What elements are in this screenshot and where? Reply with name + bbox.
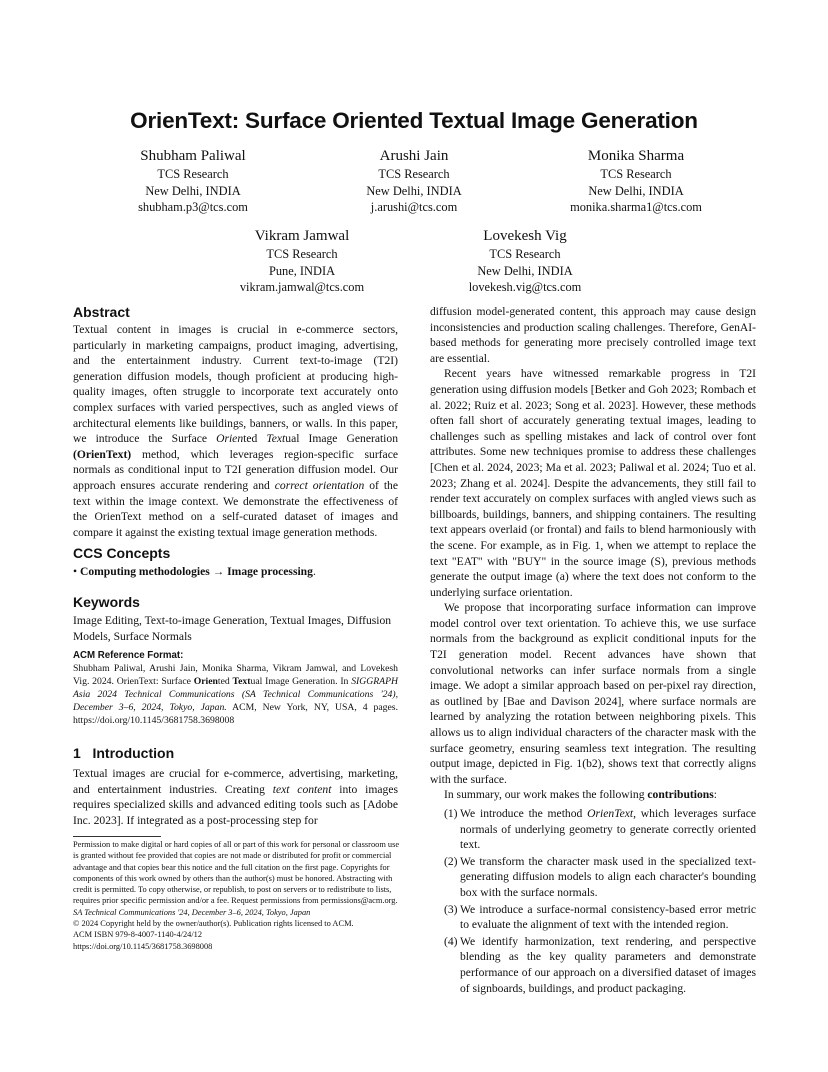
intro-paragraph: Textual images are crucial for e-commerce, advertising, marketing, and entertainment industries. Creating text content into images requires specialized skills and advanced editing tools such as [Adobe Inc. 2023]. If integrated as a post-processing step for: [73, 767, 398, 827]
author-name: Monika Sharma: [587, 148, 685, 164]
author-affiliation: TCS Research: [600, 167, 672, 181]
doi-link[interactable]: https://doi.org/10.1145/3681758.3698008: [73, 941, 213, 951]
author-email[interactable]: j.arushi@tcs.com: [370, 200, 458, 215]
author-affiliation: TCS Research: [378, 167, 450, 181]
author-email[interactable]: shubham.p3@tcs.com: [138, 200, 248, 215]
list-item: (1) We introduce the method OrienText, which leverages surface normals of underlying geometry to generate correctly oriented text.: [444, 807, 756, 852]
footnote-rule: [73, 836, 161, 837]
paper-title: OrienText: Surface Oriented Textual Image Generation: [130, 108, 698, 133]
author-block: [516, 147, 756, 216]
keywords-text: Image Editing, Text-to-image Generation, Textual Images, Diffusion Models, Surface Normals: [73, 614, 392, 643]
acm-reference: ACM Reference Format: Shubham Paliwal, Arushi Jain, Monika Sharma, Vikram Jamwal, and Lovekesh Vig. 2024. OrienText: Surface Oriented Textual Image Generation. In SIGGRAPH Asia 2024 Technical Communications (SA Technical Communications '24), December 3–6, 2024, Tokyo, Japan. ACM, New York, NY, USA, 4 pages. https://doi.org/10.1145/3681758.3698008: [73, 650, 398, 726]
author-affiliation: TCS Research: [266, 247, 338, 261]
author-name: Vikram Jamwal: [254, 228, 350, 244]
author-location: New Delhi, INDIA: [145, 183, 241, 198]
author-affiliation: TCS Research: [489, 247, 561, 261]
paragraph: We propose that incorporating surface information can improve model control over text orientation. To achieve this, we use surface normals from the background as explicit conditional inputs for the T2I generation model. Recent advances have shown that convolutional networks can infer surface normals from a single image. We adopt a similar approach based on per-pixel ray direction, as outlined by [Bae and Davison 2024], where surface normals are learned by analyzing the rotation between neighboring pixels. This allows us to align individual characters of the character mask with the surface geometry, ensuring seamless text integration. The resulting output image, depicted in Fig. 1(b2), shows text that correctly aligns with the surface.: [430, 601, 756, 786]
author-name: Lovekesh Vig: [483, 228, 567, 244]
author-name: Arushi Jain: [379, 148, 449, 164]
acm-reference-heading: ACM Reference Format:: [73, 650, 184, 661]
ccs-heading: CCS Concepts: [73, 545, 171, 561]
author-location: Pune, INDIA: [268, 263, 336, 278]
author-block: [182, 227, 422, 296]
intro-heading: 1 Introduction: [73, 745, 175, 761]
contributions-list: [430, 806, 756, 996]
abstract-text: Textual content in images is crucial in e-commerce sectors, particularly in marketing campaigns, product imaging, advertising, and the entertainment industry. Current text-to-image (T2I) generation diffusion models, though proficient at producing high-quality images, often struggle to incorporate text accurately onto complex surfaces with varied perspectives, such as angled views of architectural elements like buildings, banners, or walls. In this paper, we introduce the Surface Oriented Textual Image Generation (OrienText) method, which leverages region-specific surface normals as conditional input to T2I generation diffusion model. Our approach ensures accurate rendering and correct orientation of the text within the image context. We demonstrate the effectiveness of the OrienText method on a self-curated dataset of images and compare it against the existing textual image generation methods.: [73, 323, 399, 539]
paragraph: diffusion model-generated content, this approach may cause design inconsistencies and production scaling challenges. Therefore, GenAI-based methods for generating more precisely controlled image text are essential.: [430, 305, 756, 365]
author-location: New Delhi, INDIA: [588, 183, 684, 198]
author-email[interactable]: monika.sharma1@tcs.com: [570, 200, 702, 215]
author-name: Shubham Paliwal: [140, 148, 246, 164]
list-item: (4) We identify harmonization, text rendering, and perspective blending as the key quality parameters and demonstrate performance of our approach on a diversified dataset of images of signboards, buildings, and product packaging.: [444, 934, 756, 995]
author-affiliation: TCS Research: [157, 167, 229, 181]
paragraph: In summary, our work makes the following contributions:: [444, 788, 717, 802]
author-location: New Delhi, INDIA: [477, 263, 573, 278]
author-email[interactable]: lovekesh.vig@tcs.com: [468, 280, 582, 295]
list-item: (2) We transform the character mask used in the specialized text-generating diffusion models to align each character's bounding box with the surface normals.: [444, 854, 756, 899]
permission-footnote: Permission to make digital or hard copies of all or part of this work for personal or classroom use is granted without fee provided that copies are not made or distributed for profit or commercial advantage and that copies bear this notice and the full citation on the first page. Copyrights for components of this work owned by others than the author(s) must be honored. Abstracting with credit is permitted. To copy otherwise, or republish, to post on servers or to redistribute to lists, requires prior specific permission and/or a fee. Request permissions from permissions@acm.org. SA Technical Communications '24, December 3–6, 2024, Tokyo, Japan © 2024 Copyright held by the owner/author(s). Publication rights licensed to ACM. ACM ISBN 979-8-4007-1140-4/24/12 https://doi.org/10.1145/3681758.3698008: [73, 839, 403, 952]
author-block: [73, 147, 313, 216]
keywords-heading: Keywords: [73, 594, 140, 610]
intro-continued: [430, 304, 756, 997]
ccs-item: • Computing methodologies → Image processing.: [73, 565, 316, 578]
author-block: [405, 227, 645, 296]
list-item: (3) We introduce a surface-normal consistency-based error metric to evaluate the alignment of text with the intended region.: [444, 902, 756, 932]
author-block: [294, 147, 534, 216]
author-email[interactable]: vikram.jamwal@tcs.com: [239, 280, 365, 295]
author-location: New Delhi, INDIA: [366, 183, 462, 198]
paragraph: Recent years have witnessed remarkable progress in T2I generation using diffusion models [Betker and Goh 2023; Rombach et al. 2022; Ruiz et al. 2023; Song et al. 2023]. However, these methods often fall short of accurately generating textual images, leading to challenges such as spelling mistakes and lack of control over font attributes. Some new techniques promise to address these challenges [Chen et al. 2024, 2023; Ma et al. 2023; Paliwal et al. 2024; Tuo et al. 2023; Zhang et al. 2024]. Despite the advancements, they still fail to render text accurately on complex surfaces with angled views such as billboards, buildings, banners, and shipping containers. The resulting text appears overlaid (or frontal) and fails to blend harmoniously with the scene. For example, as in Fig. 1, when we attempt to replace the text "EAT" with "BUY" in the source image (S), previous methods generate the output image (a) where the text does not conform to the underlying surface orientation.: [430, 367, 756, 599]
abstract-heading: Abstract: [73, 304, 130, 320]
